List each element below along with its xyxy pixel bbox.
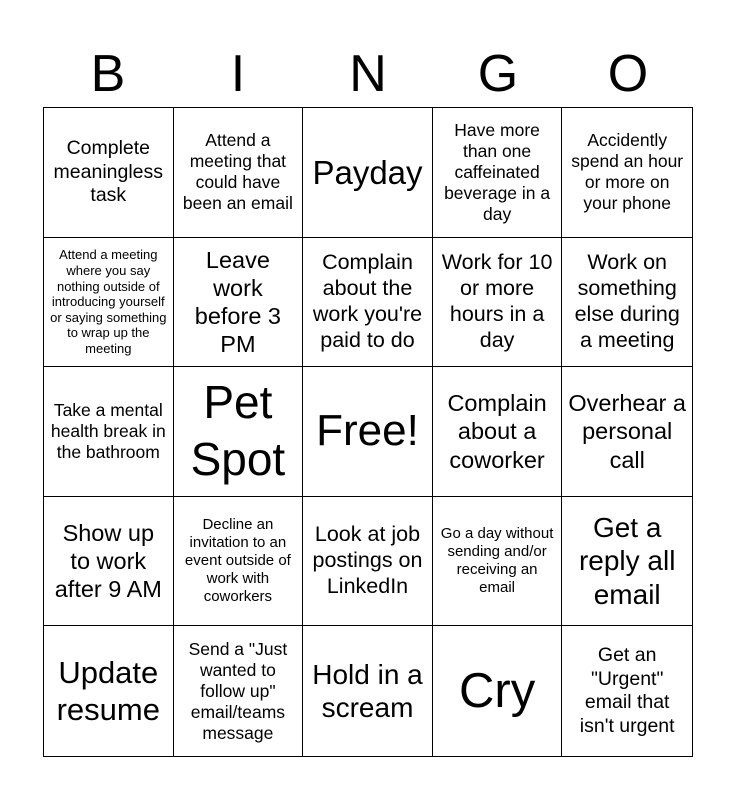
cell-text: Accidently spend an hour or more on your phone	[571, 130, 684, 214]
cell-text: Have more than one caffeinated beverage in a day	[444, 119, 551, 224]
bingo-cell[interactable]	[433, 108, 563, 238]
bingo-header	[43, 40, 693, 108]
cell-text: Get an "Urgent" email that isn't urgent	[579, 644, 675, 737]
bingo-cell[interactable]	[44, 626, 174, 756]
bingo-cell[interactable]	[562, 626, 692, 756]
bingo-cell[interactable]	[174, 626, 304, 756]
free-space-text: Free!	[316, 406, 419, 456]
cell-text: Attend a meeting where you say nothing outside of introducing yourself or saying something to wrap up the meeting	[50, 247, 167, 356]
cell-text: Show up to work after 9 AM	[54, 519, 162, 603]
bingo-cell[interactable]	[433, 238, 563, 368]
cell-text: Complain about a coworker	[447, 390, 547, 473]
cell-text: Work on something else during a meeting	[574, 250, 680, 352]
bingo-board	[43, 107, 693, 757]
bingo-cell[interactable]	[562, 108, 692, 238]
bingo-cell[interactable]	[303, 238, 433, 368]
bingo-cell[interactable]	[174, 238, 304, 368]
header-letter-o: O	[607, 45, 649, 103]
header-letter-i: I	[230, 45, 246, 103]
cell-text: Get a reply all email	[578, 511, 676, 610]
cell-text: Pet Spot	[190, 375, 286, 486]
bingo-cell[interactable]	[174, 108, 304, 238]
bingo-cell[interactable]	[303, 497, 433, 627]
bingo-cell[interactable]	[433, 367, 563, 497]
bingo-cell[interactable]	[562, 238, 692, 368]
bingo-cell[interactable]	[44, 108, 174, 238]
bingo-cell[interactable]	[44, 367, 174, 497]
bingo-cell[interactable]	[433, 497, 563, 627]
bingo-cell[interactable]	[433, 626, 563, 756]
bingo-cell[interactable]	[174, 367, 304, 497]
cell-text: Attend a meeting that could have been an email	[182, 130, 293, 214]
cell-text: Complain about the work you're paid to do	[312, 250, 423, 352]
header-letter-n: N	[349, 45, 387, 103]
free-space-cell[interactable]	[303, 367, 433, 497]
bingo-cell[interactable]	[562, 367, 692, 497]
cell-text: Overhear a personal call	[568, 390, 686, 473]
cell-text: Decline an invitation to an event outside of work with coworkers	[184, 516, 291, 606]
cell-text: Take a mental health break in the bathroom	[50, 399, 166, 462]
bingo-cell[interactable]	[303, 626, 433, 756]
cell-text: Payday	[312, 153, 423, 191]
cell-text: Work for 10 or more hours in a day	[441, 250, 553, 352]
cell-text: Send a "Just wanted to follow up" email/teams message	[188, 638, 288, 743]
cell-text: Leave work before 3 PM	[194, 246, 281, 358]
cell-text: Look at job postings on LinkedIn	[312, 522, 423, 598]
header-letter-g: G	[477, 45, 519, 103]
cell-text: Cry	[458, 663, 536, 718]
cell-text: Hold in a scream	[312, 658, 423, 724]
cell-text: Go a day without sending and/or receiving an email	[440, 525, 554, 597]
bingo-cell[interactable]	[303, 108, 433, 238]
bingo-cell[interactable]	[44, 238, 174, 368]
cell-text: Update resume	[56, 655, 160, 728]
header-letter-b: B	[90, 45, 126, 103]
cell-text: Complete meaningless task	[53, 137, 164, 206]
bingo-cell[interactable]	[562, 497, 692, 627]
bingo-cell[interactable]	[44, 497, 174, 627]
bingo-cell[interactable]	[174, 497, 304, 627]
